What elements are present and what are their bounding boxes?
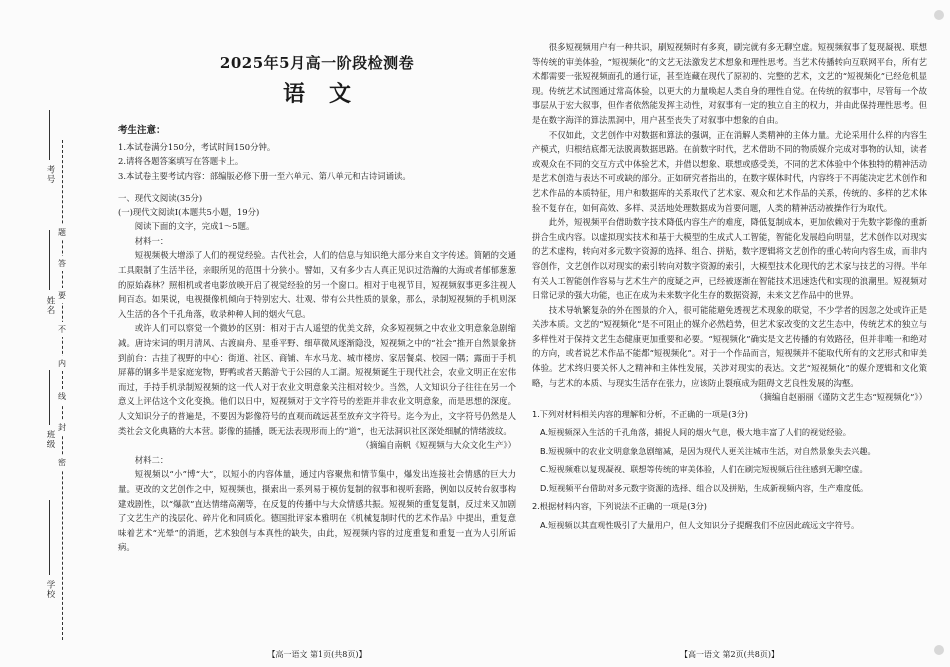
name-label: 姓名	[45, 296, 55, 315]
name-line	[49, 230, 50, 290]
passage-paragraph: 短视频极大增添了人们的视觉经验。古代社会，人们的信息与知识绝大部分来自文字传述。简陋的交通工具限制了生活半径，亲眼所见的范围十分狭小。譬如，又有多少古人真正见识过浩瀚的大海或者郁郁葱葱的原始森林？照相机或者电影放映开启了视觉经验的另一个窗口。相对于电视节目，短视频叙事更多注视人间百态。如果说，电视摄像机倾向于特别宏大、壮观、带有公共性质的景象，那么，录制短视频的手机则深入生活的各个千孔角落，收录种种人间的烟火气息。	[118, 250, 516, 319]
question-stem: 1.下列对材料相关内容的理解和分析，不正确的一项是(3分)	[532, 408, 748, 419]
page-footer: 【高一语文 第1页(共8页)】	[267, 650, 367, 659]
source-citation: （摘编自南帆《短视频与大众文化生产》）	[361, 440, 516, 451]
reading-instruction: 阅读下面的文字，完成1～5题。	[134, 221, 255, 232]
seal-char: 密	[58, 455, 66, 470]
seal-char: 封	[58, 420, 66, 435]
notice-item: 1.本试卷满分150分，考试时间150分钟。	[118, 142, 276, 153]
material-label: 材料二：	[134, 454, 169, 465]
source-citation: （摘编自赵丽丽《谨防文艺生态“短视频化”》）	[755, 392, 927, 403]
class-line	[49, 370, 50, 425]
page-two	[532, 40, 927, 660]
material-label: 材料一：	[134, 235, 169, 246]
question-option: D.短视频平台借助对多元数字资源的选择、组合以及拼贴，生成新视频内容，生产难度低。	[540, 482, 869, 493]
section-heading: 一、现代文阅读(35分)	[118, 192, 203, 203]
seal-char: 答	[58, 256, 66, 271]
passage-paragraph: 此外，短视频平台借助数字技术降低内容生产的难度，降低复制成本，更加依赖对于先数字影像的重新拼合生成内容。以虚拟现实技术和基于大模型的生成式人工智能，智能化发展趋向明显，艺术创作以对现实的艺术虚构，转向对多元数字资源的选择、组合、拼贴，数字逻辑将文艺创作的重心转向内容生成，而非内容创作，文艺创作以对现实的索引转向对数字资源的索引，大模型技术化现代的艺术家与技艺的习得。半年有关人工智能创作容易与艺术生产的度疑之声，已经被逐渐在智能技术迅速迭代和实现的浪潮里。短视频对日常记录的强大功能，也正在成为未来数字化生存的数据资源，未来文艺作品中的世界。	[532, 217, 927, 301]
passage-paragraph: 不仅如此，文艺创作中对数据和算法的强调，正在消解人类精神的主体力量。尤论采用什么样的内容生产模式，归根结底都无法脱离数据思路。在前数字时代，艺术借助不同的物质媒介完成对事物的认知，读者或观众在不同的交互方式中体验艺术，并借以想象、联想或感受美，不同的艺术体验中个体独特的精神活动是艺术创造与表达不可或缺的部分。正如研究者指出的，在数字媒体时代，内容终于不再能决定艺术创作和艺术作品的本质特征，用户和数据库的关系取代了艺术家、观众和艺术作品的关系，传统的、多样的艺术体验不复存在，如何高效、多样、灵活地处理数据成为首要问题，人类的精神活动被操作行为取代。	[532, 129, 927, 213]
exam-number-label: 考号	[45, 165, 55, 184]
seal-char: 要	[58, 288, 66, 303]
page-one	[118, 40, 516, 660]
notice-title: 考生注意：	[118, 125, 166, 136]
seal-char: 线	[58, 389, 66, 404]
punch-hole	[934, 645, 944, 655]
punch-hole	[934, 10, 944, 20]
question-option: A.短视频深入生活的千孔角落，捕捉人间的烟火气息，极大地丰富了人们的视觉经验。	[540, 427, 851, 438]
page-footer: 【高一语文 第2页(共8页)】	[680, 650, 779, 659]
question-option: A.短视频以其直观性吸引了大量用户，但人文知识分子提醒我们不应因此疏远文字符号。	[540, 519, 860, 530]
school-line	[49, 500, 50, 575]
seal-char: 不	[58, 322, 66, 337]
notice-item: 2.请将各题答案填写在答题卡上。	[118, 156, 244, 167]
passage-paragraph: 技术导轨繁复杂的外在图景的介入，很可能能避免透视艺术现象的联觉，不少学者的因忽之处或许正是关涉本质。文艺的“短视频化”是不可阻止的媒介必然趋势，但艺术家改变的文艺生态中，传统艺术的独立与多样性对于保持文艺生态健康更加重要和必要。“短视频化”确实是文艺传播的有效路径，但并非唯一和绝对的方向，或者说艺术作品不能都“短视频化”。对于一个作品而言，短视频并不能取代所有的文艺形式和审美体验。艺术终归要关怀人之精神和主体性发展，关涉对现实的表达。文艺“短视频化”的媒介逻辑和文化策略，与艺术的本质、与现实生活存在张力，应该防止裂痕成为阻碍文艺良性发展的沟壑。	[532, 304, 927, 388]
exam-notice	[118, 124, 516, 183]
exam-title: 2025年5月高一阶段检测卷	[219, 54, 415, 72]
seal-char: 题	[58, 225, 66, 240]
question-option: B.短视频中的农业文明意象急剧缩减，是因为现代人更关注城市生活，对自然景象失去兴趣。	[540, 445, 876, 456]
notice-item: 3.本试卷主要考试内容：部编版必修下册一至六单元、第八单元和古诗词诵读。	[118, 170, 411, 181]
subsection-heading: (一)现代文阅读Ⅰ(本题共5小题，19分)	[118, 207, 260, 218]
question-option: C.短视频难以复现凝视、联想等传统的审美体验，人们在刷完短视频后往往感到无聊空虚。	[540, 464, 868, 475]
binding-strip	[0, 0, 72, 667]
seal-char: 内	[58, 356, 66, 371]
passage-paragraph: 短视频以“小”博“大”，以短小的内容体量，通过内容聚焦和情节集中，爆发出连接社会情感的巨大力量。更改的文艺创作之中，短视频也，摄索出一系列易于模仿复制的叙事和视听套路，例如以反转台叙事构建戏剧性，以“爆款”直达情绪高潮等，在反复的传播中与大众情感共振。短视频的重复复制，反过来又加剧了文艺生产的浅层化、碎片化和同质化。德国批评家本雅明在《机械复制时代的艺术作品》中提出，重复意味着艺术“光晕”的消逝，艺术独创与本真性的缺失，由此，短视频内容的过度重复和重复一直为人引所诟病。	[118, 469, 516, 553]
passage-paragraph: 或许人们可以察觉一个微妙的区别：相对于古人遥望的优美文辞，众多短视频之中农业文明意象急剧缩减。唐诗宋词的明月清风、古渡扁舟、星垂平野、细草微风逐渐隐没，短视频之中的“社会”推开自然景象挤到前台：古挂了视野的中心：街道、社区、商铺、车水马龙、城市楼房、家居餐桌、校园一隅；露面于手机屏幕的钢多半是家庭宠物，野鸭或者天鹅游弋于公园的人工湖。短视频诞生于现代社会，农业文明正在宏伟而过，手持手机录制短视频的这一代人对于农业文明意象关注相对较少。当然，人文知识分子往往在另一个意义上评估这个文化变换。他们以日中，短视频对于文字符号的差距并非农业文明意象，而是思想的深度。人文知识分子的普遍是，不要因为影像符号的直观而疏远甚至放弃文字符号。迄今为止，文字符号仍然是人类社会文化典籍的大本营。影像的插播，既无法表现形而上的“道”，也无法洞识社区深处细腻的情绪波纹。	[118, 323, 516, 436]
exam-number-line	[49, 110, 50, 160]
school-label: 学校	[45, 580, 55, 599]
subject-title: 语文	[282, 81, 375, 107]
passage-paragraph: 很多短视频用户有一种共识，刷短视频时有多爽，刷完就有多无聊空虚。短视频叙事了复现凝视、联想等传统的审美体验，“短视频化”的文艺无法激发艺术想象和理性思考。当艺术传播转向互联网平台，所有艺术都需要一张短视频面孔的通行证，甚至连藏在现代了原初的、完整的艺术，文艺的“短视频化”已经危机显现。传统艺术试图通过常高体验，以更大的力量唤起人类自身的理性自觉。在传统的叙事中，尽管每一个故事层从于宏大叙事，但作者依然能发挥主动性，对叙事有一定的独立自主的权力，并由此保持理性思考。但是在数字海洋的算法黑洞中，用户甚至丧失了对叙事中想象的自由。	[532, 42, 927, 125]
class-label: 班级	[45, 430, 55, 449]
question-stem: 2.根据材料内容，下列说法不正确的一项是(3分)	[532, 501, 707, 512]
